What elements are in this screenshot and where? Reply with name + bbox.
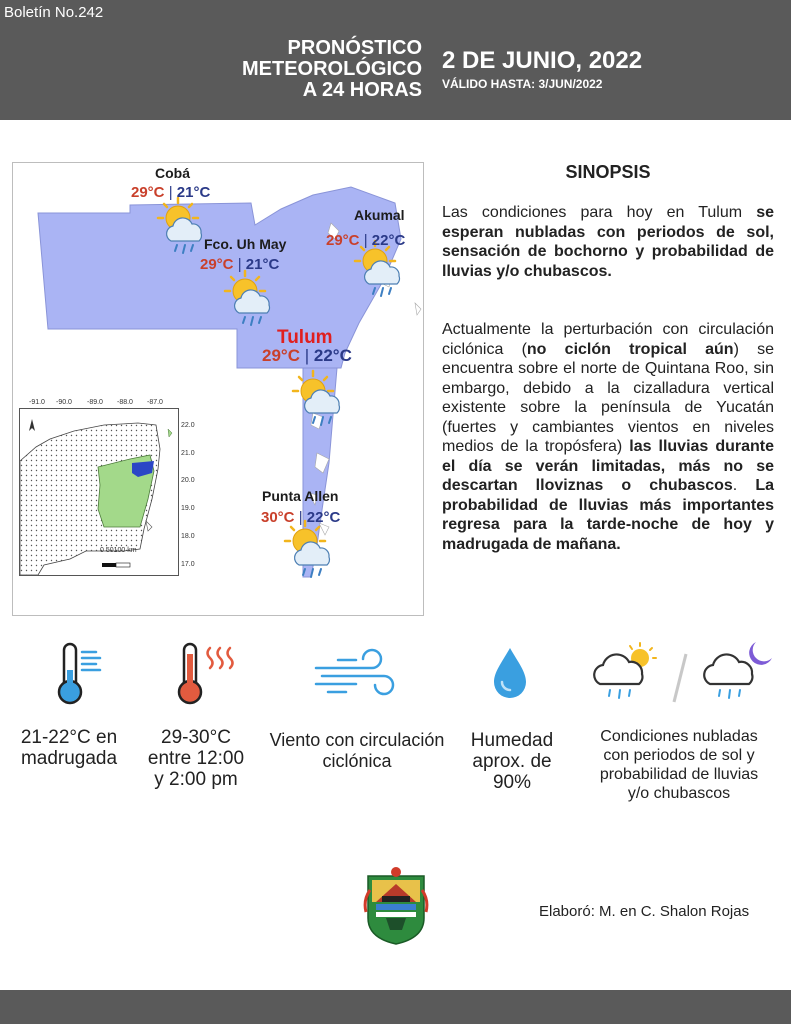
max-temp: 29°C	[262, 346, 300, 365]
min-temp: 21°C	[245, 256, 280, 273]
municipal-coat-of-arms-icon	[362, 866, 430, 946]
location-temps	[261, 509, 340, 526]
author-credit: Elaboró: M. en C. Shalon Rojas	[539, 903, 750, 920]
text-span: Las condiciones para hoy en Tulum	[442, 204, 757, 221]
temp-separator: |	[304, 346, 310, 365]
text-span-bold: las lluvias durante el día se verán limitadas, más no se descartan lloviznas o chubascos	[442, 438, 774, 494]
lat-tick: 19.0	[181, 505, 195, 512]
text-span-bold: La probabilidad de lluvias más importantes regresa para la tarde-noche de hoy y madrugada de mañana.	[442, 477, 774, 553]
bulletin-number: Boletín No.242	[4, 4, 104, 21]
min-temp: 21°C	[176, 184, 211, 201]
thermometer-hot-icon	[172, 640, 242, 708]
footer-bar	[0, 990, 791, 1024]
min-temp: 22°C	[371, 232, 406, 249]
lon-tick: -89.0	[87, 399, 103, 406]
lon-tick: -88.0	[117, 399, 133, 406]
max-temp: 29°C	[131, 184, 165, 201]
municipality-shape	[38, 187, 401, 368]
locator-inset-map	[19, 408, 179, 576]
temp-separator: |	[363, 232, 368, 249]
lon-tick: -87.0	[147, 399, 163, 406]
text-span: .	[732, 477, 756, 494]
scale-label: 0 50100 km	[100, 547, 137, 554]
min-temp: 22°C	[313, 346, 352, 365]
caption-line: Humedad	[470, 730, 554, 751]
forecast-date: 2 DE JUNIO, 2022	[442, 47, 643, 74]
max-temp-caption	[136, 727, 256, 790]
caption-line: 90%	[492, 772, 532, 793]
text-span-bold: no ciclón tropical aún	[526, 340, 734, 358]
min-temp-caption	[4, 727, 134, 769]
synopsis-title: SINOPSIS	[565, 162, 651, 182]
max-temp: 30°C	[261, 509, 295, 526]
forecast-map	[12, 162, 424, 616]
lon-tick: -91.0	[29, 399, 45, 406]
text-span: ) se encuentra sobre el norte de Quintana Roo, sin embargo, debido a la cizalladura vertical existente sobre la península de Yucatán (fuertes y cambiantes vientos en niveles medios de la tropósfera)	[442, 340, 774, 455]
location-name: Punta Allen	[262, 488, 339, 504]
sky-caption	[578, 727, 780, 803]
location-temps	[262, 346, 352, 366]
water-drop-icon	[488, 644, 532, 704]
lat-tick: 22.0	[181, 422, 195, 429]
location-temps	[200, 256, 279, 273]
location-name: Cobá	[155, 165, 190, 181]
lat-tick: 17.0	[181, 561, 195, 568]
lon-tick: -90.0	[56, 399, 72, 406]
caption-line: probabilidad de lluvias	[599, 766, 759, 783]
header-bar	[0, 0, 791, 120]
synopsis-paragraph-2	[442, 320, 774, 554]
lat-tick: 21.0	[181, 450, 195, 457]
title-line-2: METEOROLÓGICO	[242, 58, 422, 80]
location-temps	[326, 232, 405, 249]
text-span: Actualmente la perturbación con circulación ciclónica (	[442, 321, 774, 358]
caption-line: 21-22°C en	[20, 727, 118, 748]
valid-until: VÁLIDO HASTA: 3/JUN/2022	[442, 77, 603, 91]
location-name-tulum: Tulum	[277, 327, 333, 348]
max-temp: 29°C	[200, 256, 234, 273]
humidity-caption	[460, 730, 564, 793]
forecast-title	[162, 38, 422, 101]
caption-line: aprox. de	[472, 751, 552, 772]
min-temp: 22°C	[306, 509, 341, 526]
synopsis-paragraph-1	[442, 203, 774, 281]
caption-line: 29-30°C	[161, 727, 231, 748]
location-name: Fco. Uh May	[204, 236, 287, 252]
temp-separator: |	[168, 184, 173, 201]
slash-divider	[670, 650, 690, 706]
thermometer-cold-icon	[50, 640, 106, 708]
temp-separator: |	[298, 509, 303, 526]
wind-icon	[312, 648, 398, 698]
max-temp: 29°C	[326, 232, 360, 249]
title-line-1: PRONÓSTICO	[287, 37, 422, 59]
text-span-bold: se esperan nubladas con periodos de sol, sensación de bochorno y probabilidad de lluvias y/o chubascos.	[442, 204, 774, 280]
caption-line: y/o chubascos	[627, 785, 731, 802]
lat-tick: 18.0	[181, 533, 195, 540]
cloud-moon-rain-icon	[702, 638, 776, 704]
lat-tick: 20.0	[181, 477, 195, 484]
caption-line: y 2:00 pm	[154, 769, 238, 790]
caption-line: Viento con circulación	[269, 730, 445, 750]
location-name: Akumal	[354, 207, 405, 223]
caption-line: Condiciones nubladas	[600, 728, 758, 745]
caption-line: entre 12:00	[147, 748, 245, 769]
caption-line: ciclónica	[322, 751, 392, 771]
wind-caption	[258, 730, 456, 772]
inset-graphic	[20, 409, 178, 575]
title-line-3: A 24 HORAS	[302, 79, 422, 101]
temp-separator: |	[237, 256, 242, 273]
location-temps	[131, 184, 210, 201]
cloud-sun-rain-icon	[590, 640, 660, 704]
caption-line: madrugada	[20, 748, 118, 769]
caption-line: con periodos de sol y	[603, 747, 755, 764]
